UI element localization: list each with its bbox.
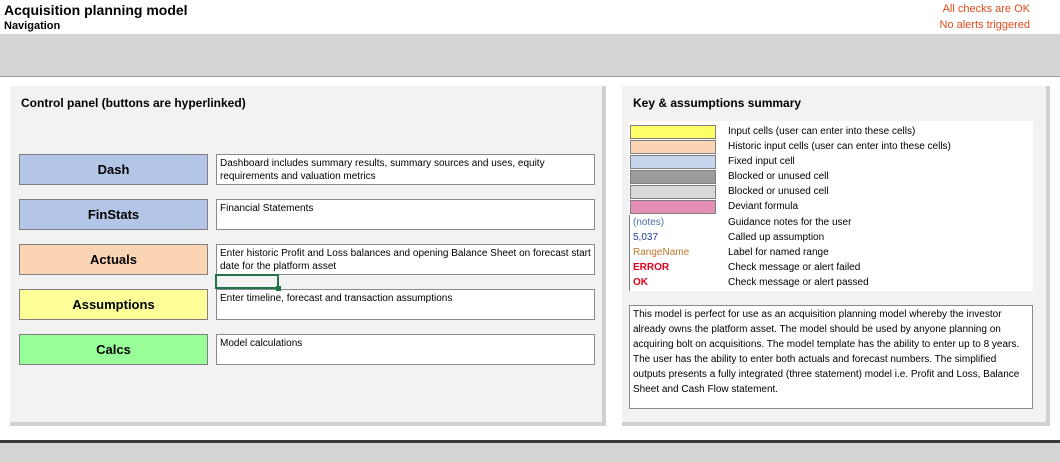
key-label: Blocked or unused cell (728, 171, 829, 182)
swatch-deviant (630, 200, 716, 214)
dash-button[interactable]: Dash (19, 154, 208, 185)
key-label: Deviant formula (728, 201, 799, 212)
sample-notes: (notes) (633, 217, 665, 228)
key-label: Fixed input cell (728, 156, 795, 167)
dash-description: Dashboard includes summary results, summary sources and uses, equity requirements and valuation metrics (216, 154, 595, 185)
finstats-button[interactable]: FinStats (19, 199, 208, 230)
bottom-band (0, 443, 1060, 462)
control-panel-heading: Control panel (buttons are hyperlinked) (21, 96, 246, 110)
key-label: Label for named range (728, 247, 829, 258)
key-label: Input cells (user can enter into these cells) (728, 126, 916, 137)
sample-rangename: RangeName (633, 247, 690, 258)
fill-handle[interactable] (276, 286, 281, 291)
sample-ok: OK (633, 277, 648, 288)
calcs-description: Model calculations (216, 334, 595, 365)
key-label: Check message or alert failed (728, 262, 861, 273)
page-title: Acquisition planning model (4, 2, 188, 18)
navigation-band (0, 34, 1060, 77)
swatch-blocked-light (630, 185, 716, 199)
swatch-blocked-dark (630, 170, 716, 184)
assumptions-button[interactable]: Assumptions (19, 289, 208, 320)
key-label: Check message or alert passed (728, 277, 869, 288)
sample-error: ERROR (633, 262, 670, 273)
key-label: Guidance notes for the user (728, 217, 852, 228)
checks-status: All checks are OK (942, 3, 1030, 15)
assumptions-description: Enter timeline, forecast and transaction assumptions (216, 289, 595, 320)
model-description: This model is perfect for use as an acquisition planning model whereby the investor already owns the platform asset. The model should be used by anyone planning on acquiring bolt on acquisitions. The model template has the ability to enter up to 8 years. The user has the ability to enter both actuals and forecast numbers. The simplified outputs presents a fully integrated (three statement) model i.e. Profit and Loss, Balance Sheet and Cash Flow statement. (629, 305, 1033, 409)
actuals-button[interactable]: Actuals (19, 244, 208, 275)
key-summary-heading: Key & assumptions summary (633, 96, 802, 110)
key-label: Historic input cells (user can enter into these cells) (728, 141, 951, 152)
key-label: Called up assumption (728, 232, 825, 243)
calcs-button[interactable]: Calcs (19, 334, 208, 365)
actuals-description: Enter historic Profit and Loss balances and opening Balance Sheet on forecast start date for the platform asset (216, 244, 595, 275)
finstats-description: Financial Statements (216, 199, 595, 230)
swatch-input (630, 125, 716, 139)
selected-cell[interactable] (215, 274, 279, 289)
alerts-status: No alerts triggered (939, 19, 1030, 31)
sample-assumption: 5,037 (633, 232, 659, 243)
key-label: Blocked or unused cell (728, 186, 829, 197)
swatch-fixed (630, 155, 716, 169)
page-subtitle: Navigation (4, 20, 61, 32)
swatch-historic (630, 140, 716, 154)
